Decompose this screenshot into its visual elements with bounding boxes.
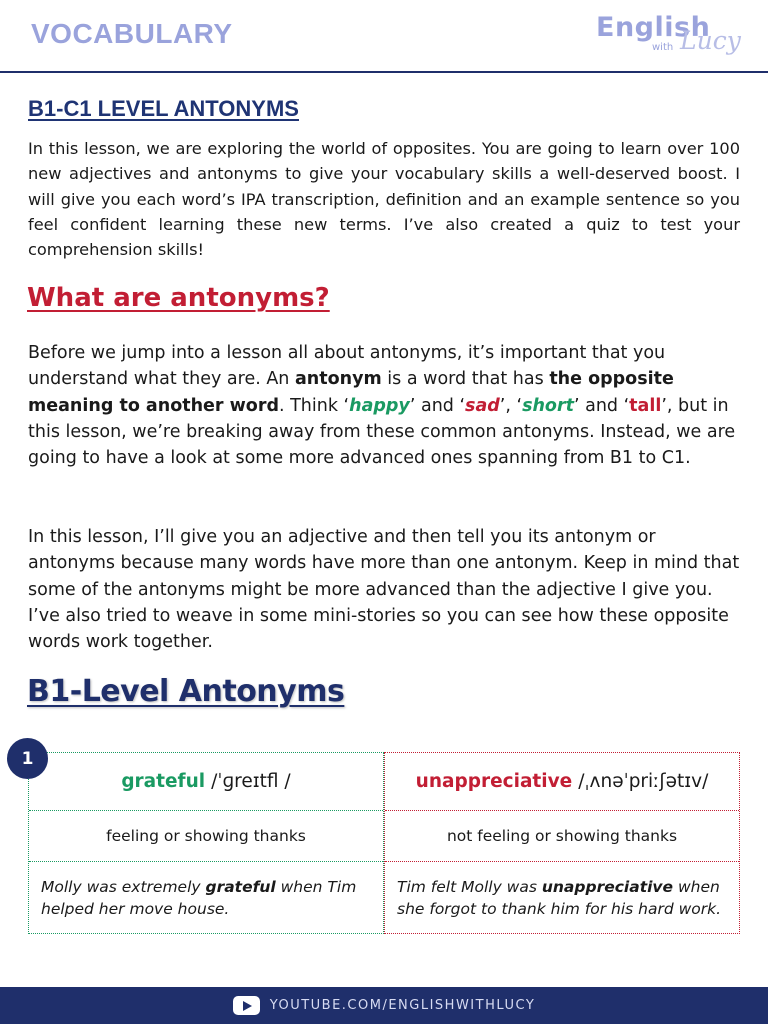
antonym-ipa: /ˌʌnəˈpriːʃətɪv/: [578, 771, 709, 792]
english-with-lucy-logo: [596, 10, 746, 62]
logo-word-with: with: [652, 42, 674, 53]
adjective-word-cell: [29, 753, 383, 810]
adjective-example: Molly was extremely grateful when Tim helped her move house.: [29, 861, 383, 935]
definition-emphasis: the opposite meaning to another word: [28, 369, 674, 416]
antonym-word-cell: [385, 753, 739, 810]
antonym-example-keyword: unappreciative: [541, 878, 674, 896]
antonym-column: [384, 752, 740, 934]
logo-word-lucy: Lucy: [680, 26, 741, 55]
page-header: [0, 0, 768, 73]
adjective-definition: feeling or showing thanks: [29, 810, 383, 861]
term-antonym: antonym: [294, 369, 382, 390]
adjective-word: grateful: [121, 771, 206, 792]
youtube-icon: [233, 996, 260, 1015]
lesson-format-paragraph: In this lesson, I’ll give you an adjective and then tell you its antonym or antonyms because many words have more than one antonym. Keep in mind that some of the antonyms might be more advanced than the adjective I give you. I’ve also tried to weave in some mini-stories so you can see how these opposite words work together.: [28, 527, 740, 653]
adjective-example-keyword: grateful: [205, 878, 276, 896]
logo-word-english: English: [596, 12, 711, 43]
antonym-example: Tim felt Molly was unappreciative when she forgot to thank him for his hard work.: [385, 861, 739, 935]
adjective-column: [28, 752, 384, 934]
entry-number-badge: 1: [7, 738, 48, 779]
antonym-word: unappreciative: [415, 771, 573, 792]
youtube-channel-link[interactable]: YOUTUBE.COM/ENGLISHWITHLUCY: [269, 998, 536, 1013]
example-tall: tall: [629, 395, 662, 416]
section-title: VOCABULARY: [31, 18, 233, 49]
antonym-definition-paragraph: Before we jump into a lesson all about antonyms, it’s important that you understand what they are. An antonym is a word that has the opposite meaning to another word. Think ‘happy’ and ‘sad’, ‘short’ and ‘tall’, but in this lesson, we’re breaking away from these common antonyms. Instead, we are going to have a look at some more advanced ones spanning from B1 to C1.: [28, 343, 736, 469]
example-short: short: [522, 395, 574, 416]
intro-paragraph: In this lesson, we are exploring the world of opposites. You are going to learn over 100 new adjectives and antonyms to give your vocabulary skills a well-deserved boost. I will give you each word’s IPA transcription, definition and an example sentence so you feel confident learning these new terms. I’ve also created a quiz to test your comprehension skills!: [28, 139, 740, 260]
adjective-ipa: /ˈɡreɪtfl /: [211, 771, 291, 792]
antonym-table: [28, 752, 740, 934]
b1-level-heading: B1-Level Antonyms: [27, 674, 345, 709]
example-sad: sad: [465, 395, 500, 416]
example-happy: happy: [349, 395, 410, 416]
page-footer: [0, 987, 768, 1024]
antonym-definition: not feeling or showing thanks: [385, 810, 739, 861]
what-are-antonyms-heading: What are antonyms?: [27, 283, 330, 313]
level-heading: B1-C1 LEVEL ANTONYMS: [28, 96, 299, 121]
